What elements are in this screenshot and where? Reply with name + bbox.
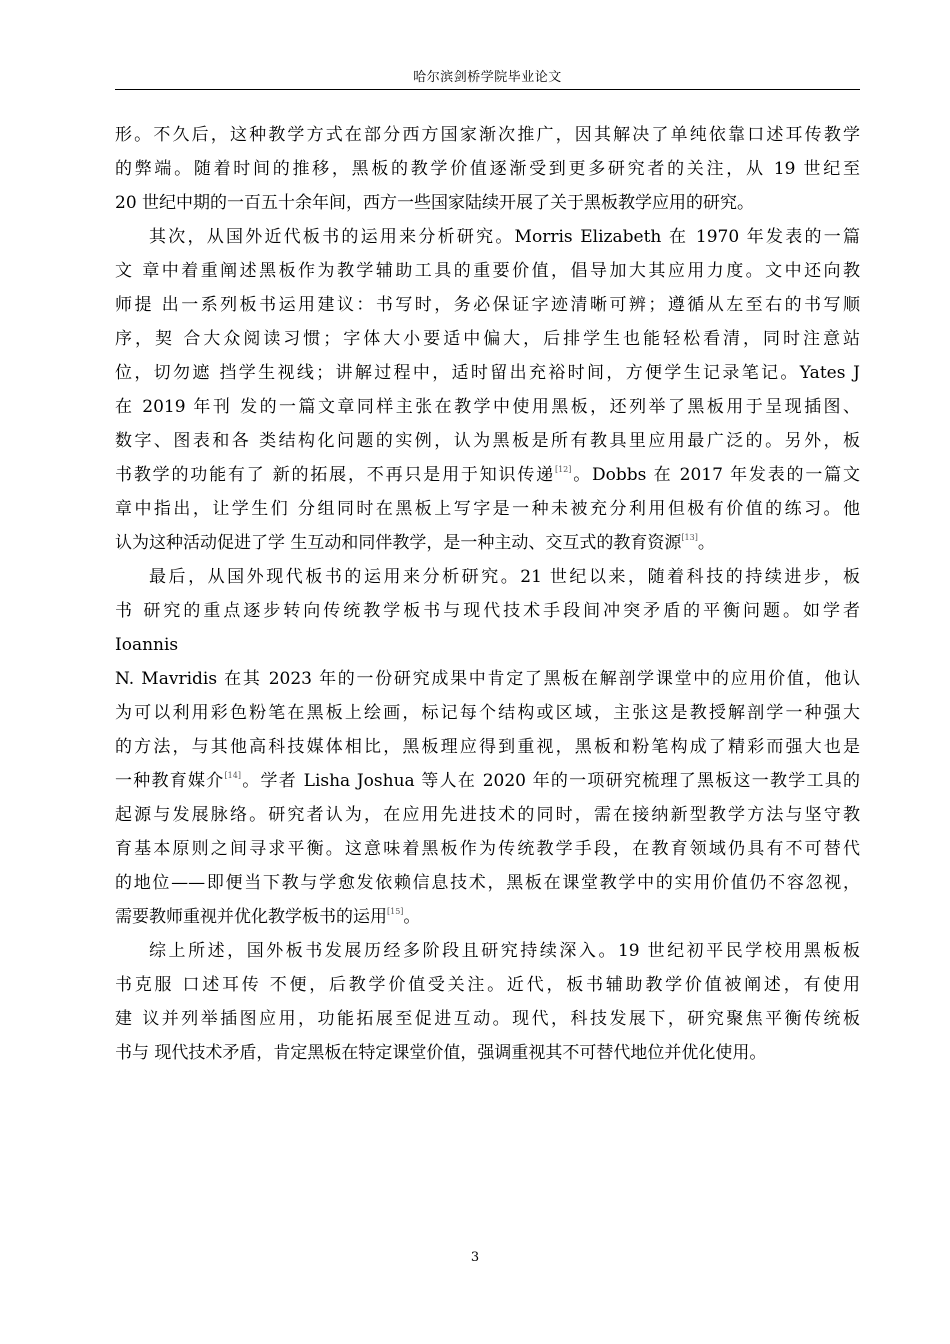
- line-text: 认为这种活动促进了学 生互动和同伴教学，是一种主动、交互式的教育资源: [115, 533, 682, 553]
- text-line: [115, 764, 860, 798]
- running-header: 哈尔滨剑桥学院毕业论文: [413, 70, 562, 85]
- line-text: 起源与发展脉络。研究者认为，在应用先进技术的同时，需在接纳新型教学方法与坚守教: [115, 805, 860, 825]
- body-text: [115, 118, 860, 1070]
- line-text: 的弊端。随着时间的推移，黑板的教学价值逐渐受到更多研究者的关注，从 19 世纪至: [115, 159, 860, 179]
- header-rule: [115, 89, 860, 90]
- line-text: 20 世纪中期的一百五十余年间，西方一些国家陆续开展了关于黑板教学应用的研究。: [115, 193, 755, 213]
- text-line: [115, 186, 860, 220]
- line-text: 书 研究的重点逐步转向传统教学板书与现代技术手段间冲突矛盾的平衡问题。如学者: [115, 601, 860, 621]
- line-text: 育基本原则之间寻求平衡。这意味着黑板作为传统教学手段，在教育领域仍具有不可替代: [115, 839, 860, 859]
- line-text: 。: [697, 533, 715, 553]
- paragraph: [115, 934, 860, 1070]
- text-line: [115, 866, 860, 900]
- line-text: 。学者 Lisha Joshua 等人在 2020 年的一项研究梳理了黑板这一教学工具的: [240, 771, 860, 791]
- line-text: 位，切勿遮 挡学生视线；讲解过程中，适时留出充裕时间，方便学生记录笔记。Yates J: [115, 363, 860, 383]
- text-line: [115, 526, 860, 560]
- text-line: [115, 560, 860, 594]
- line-text: 师提 出一系列板书运用建议：书写时，务必保证字迹清晰可辨；遵循从左至右的书写顺: [115, 295, 860, 315]
- line-text: 。Dobbs 在 2017 年发表的一篇文: [571, 465, 860, 485]
- line-text: 其次，从国外近代板书的运用来分析研究。Morris Elizabeth 在 1970 年发表的一篇: [149, 227, 860, 247]
- citation-ref: [12]: [554, 465, 572, 474]
- line-text: 的地位——即便当下教与学愈发依赖信息技术，黑板在课堂教学中的实用价值仍不容忽视，: [115, 873, 860, 893]
- paragraph: [115, 118, 860, 220]
- line-text: 建 议并列举插图应用，功能拓展至促进互动。现代，科技发展下，研究聚焦平衡传统板: [115, 1009, 860, 1029]
- line-text: 为可以利用彩色粉笔在黑板上绘画，标记每个结构或区域，主张这是教授解剖学一种强大: [115, 703, 860, 723]
- text-line: [115, 424, 860, 458]
- line-text: 。: [403, 907, 421, 927]
- line-text: 书教学的功能有了 新的拓展，不再只是用于知识传递: [115, 465, 555, 485]
- line-text: N. Mavridis 在其 2023 年的一份研究成果中肯定了黑板在解剖学课堂中的应用价值，他认: [115, 669, 860, 689]
- text-line: [115, 900, 860, 934]
- paragraph: [115, 220, 860, 560]
- text-line: [115, 798, 860, 832]
- text-line: [115, 730, 860, 764]
- text-line: [115, 934, 860, 968]
- line-text: Ioannis: [115, 635, 179, 655]
- text-line: [115, 628, 860, 662]
- citation-ref: [15]: [387, 907, 404, 916]
- text-line: [115, 594, 860, 628]
- line-text: 在 2019 年刊 发的一篇文章同样主张在教学中使用黑板，还列举了黑板用于呈现插图、: [115, 397, 860, 417]
- line-text: 章中指出，让学生们 分组同时在黑板上写字是一种未被充分利用但极有价值的练习。他: [115, 499, 860, 519]
- text-line: [115, 458, 860, 492]
- line-text: 形。不久后，这种教学方式在部分西方国家渐次推广，因其解决了单纯依靠口述耳传教学: [115, 125, 860, 145]
- text-line: [115, 832, 860, 866]
- text-line: [115, 968, 860, 1002]
- text-line: [115, 254, 860, 288]
- line-text: 书与 现代技术矛盾，肯定黑板在特定课堂价值，强调重视其不可替代地位并优化使用。: [115, 1043, 767, 1063]
- line-text: 数字、图表和各 类结构化问题的实例，认为黑板是所有教具里应用最广泛的。另外，板: [115, 431, 860, 451]
- line-text: 一种教育媒介: [115, 771, 225, 791]
- text-line: [115, 322, 860, 356]
- page-number: 3: [470, 1250, 480, 1265]
- line-text: 最后，从国外现代板书的运用来分析研究。21 世纪以来，随着科技的持续进步，板: [149, 567, 860, 587]
- citation-ref: [14]: [224, 771, 241, 780]
- text-line: [115, 220, 860, 254]
- text-line: [115, 288, 860, 322]
- text-line: [115, 390, 860, 424]
- text-line: [115, 152, 860, 186]
- text-line: [115, 492, 860, 526]
- line-text: 综上所述，国外板书发展历经多阶段且研究持续深入。19 世纪初平民学校用黑板板: [149, 941, 860, 961]
- citation-ref: [13]: [681, 533, 698, 542]
- text-line: [115, 118, 860, 152]
- text-line: [115, 662, 860, 696]
- text-line: [115, 1036, 860, 1070]
- line-text: 文 章中着重阐述黑板作为教学辅助工具的重要价值，倡导加大其应用力度。文中还向教: [115, 261, 860, 281]
- text-line: [115, 696, 860, 730]
- paragraph: [115, 560, 860, 934]
- line-text: 需要教师重视并优化教学板书的运用: [115, 907, 387, 927]
- line-text: 的方法，与其他高科技媒体相比，黑板理应得到重视，黑板和粉笔构成了精彩而强大也是: [115, 737, 860, 757]
- line-text: 序，契 合大众阅读习惯；字体大小要适中偏大，后排学生也能轻松看清，同时注意站: [115, 329, 860, 349]
- text-line: [115, 1002, 860, 1036]
- text-line: [115, 356, 860, 390]
- line-text: 书克服 口述耳传 不便，后教学价值受关注。近代，板书辅助教学价值被阐述，有使用: [115, 975, 860, 995]
